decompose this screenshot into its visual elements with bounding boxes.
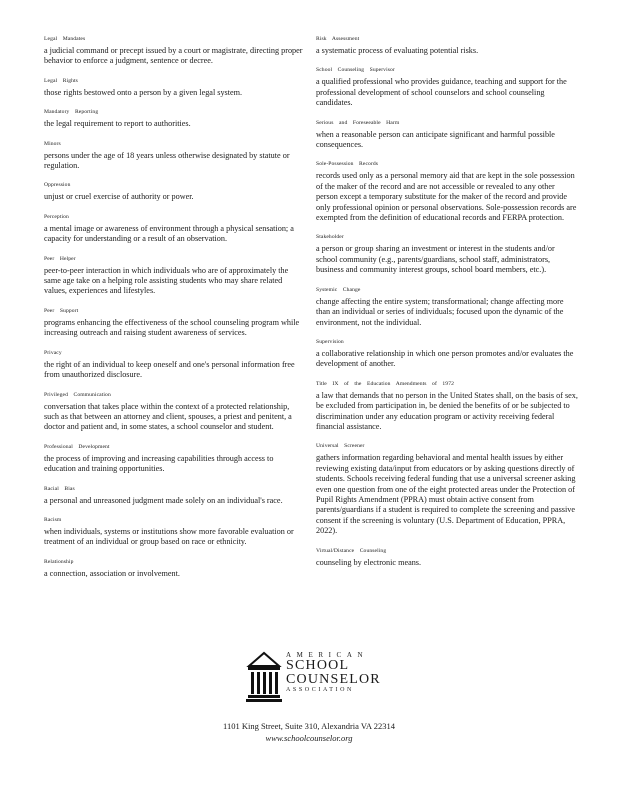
glossary-definition: gathers information regarding behavioral and mental health issues by either reviewing existing data/input from educators or by asking questions directly of students. Schools receiving federal funding that use a universal screener asking even one question from one of the eight protected areas under the Protection of Pupil Rights Amendment (PPRA) must obtain active consent from parents/guardians if a student is required to complete the screening and passive consent if the screening is voluntary (U.S. Department of Education, PPRA, 2022). <box>316 453 576 536</box>
glossary-entry <box>316 287 578 328</box>
glossary-definition: conversation that takes place within the context of a protected relationship, such as that between an attorney and client, spouses, a priest and penitent, a doctor and patient and, in some states, a school counselor and student. <box>44 401 292 432</box>
glossary-definition: persons under the age of 18 years unless otherwise designated by statute or regulation. <box>44 150 290 171</box>
glossary-term: Sole-Possession Records <box>316 161 379 168</box>
glossary-entry <box>44 392 304 433</box>
glossary-definition: a systematic process of evaluating potential risks. <box>316 46 479 55</box>
glossary-definition: a mental image or awareness of environment through a physical sensation; a capacity for understanding or a result of an observation. <box>44 223 294 244</box>
glossary-term: Risk Assessment <box>316 36 360 42</box>
glossary-term: Privileged Communication <box>44 391 111 398</box>
glossary-entry <box>44 308 304 339</box>
glossary-term: Title IX of the Education Amendments of 1972 <box>316 380 454 387</box>
glossary-definition: a connection, association or involvement. <box>44 568 180 578</box>
glossary-entry <box>44 182 304 202</box>
glossary-definition: a law that demands that no person in the United States shall, on the basis of sex, be excluded from participation in, be denied the benefits of or be subjected to discrimination under any education program or activity receiving federal financial assistance. <box>316 390 578 431</box>
glossary-entry <box>316 67 578 108</box>
logo-line-school: SCHOOL <box>286 658 350 673</box>
glossary-entry <box>44 256 304 297</box>
glossary-definition: the legal requirement to report to authorities. <box>44 119 191 129</box>
glossary-term: School Counseling Supervisor <box>316 67 395 74</box>
glossary-definition: change affecting the entire system; transformational; change affecting more than an individual or series of individuals; focused upon the dynamic of the environment, not the individual. <box>316 296 564 327</box>
glossary-entry <box>44 36 304 67</box>
asca-logo <box>246 650 386 706</box>
glossary-term: Professional Development <box>44 443 110 450</box>
glossary-term: Perception <box>44 213 69 220</box>
glossary-term: Legal Rights <box>44 77 78 84</box>
glossary-term: Relationship <box>44 558 74 565</box>
glossary-entry <box>316 339 578 370</box>
footer-address: 1101 King Street, Suite 310, Alexandria VA 22314 <box>223 721 395 731</box>
glossary-entry <box>44 141 304 172</box>
glossary-definition: when individuals, systems or institutions show more favorable evaluation or treatment of an individual or group based on race or ethnicity. <box>44 526 294 547</box>
glossary-definition: the process of improving and increasing capabilities through access to education and training opportunities. <box>44 453 274 474</box>
glossary-term: Virtual/Distance Counseling <box>316 547 387 554</box>
glossary-definition: counseling by electronic means. <box>316 557 422 567</box>
glossary-definition: when a reasonable person can anticipate significant and harmful possible consequences. <box>316 129 555 150</box>
glossary-left-column <box>44 36 304 590</box>
glossary-definition: a qualified professional who provides guidance, teaching and support for the professional development of school counselors and school counseling candidates. <box>316 77 567 108</box>
glossary-entry <box>44 109 304 129</box>
glossary-entry <box>44 517 304 548</box>
glossary-term: Mandatory Reporting <box>44 109 99 116</box>
glossary-entry <box>316 120 578 151</box>
glossary-entry <box>316 161 578 223</box>
glossary-term: Serious and Foreseeable Harm <box>316 119 400 126</box>
glossary-definition: those rights bestowed onto a person by a given legal system. <box>44 87 243 97</box>
logo-line-association: ASSOCIATION <box>286 687 354 693</box>
glossary-entry <box>316 548 578 568</box>
glossary-term: Universal Screener <box>316 443 365 450</box>
columns-logo-icon <box>246 650 282 704</box>
glossary-definition: unjust or cruel exercise of authority or power. <box>44 192 194 202</box>
glossary-definition: programs enhancing the effectiveness of the school counseling program while increasing outreach and raising student awareness of services. <box>44 317 300 338</box>
glossary-entry <box>44 486 304 506</box>
glossary-definition: records used only as a personal memory aid that are kept in the sole possession of the maker of the record and are not accessible or revealed to any other person except a temporary substitute for the maker of the record and provide only professional opinion or personal observations. Sole-possession records are exempted from the definition of educational records and FERPA protection. <box>316 171 577 223</box>
glossary-term: Legal Mandates <box>44 36 86 42</box>
glossary-definition: a person or group sharing an investment or interest in the students and/or school community (e.g., parents/guardians, school staff, administrators, business and community interest groups, school board members, etc.). <box>316 244 555 275</box>
glossary-definition: a judicial command or precept issued by a court or magistrate, directing proper behavior to enforce a judgment, sentence or decree. <box>44 46 303 66</box>
glossary-entry <box>44 350 304 381</box>
glossary-definition: peer-to-peer interaction in which individuals who are of approximately the same age take on a helping role assisting students who may share related values, experiences and lifestyles. <box>44 265 289 296</box>
glossary-entry <box>316 234 578 275</box>
logo-line-american: AMERICAN <box>286 651 369 659</box>
glossary-term: Peer Support <box>44 307 79 314</box>
glossary-term: Privacy <box>44 349 62 356</box>
glossary-right-column <box>316 36 578 579</box>
glossary-term: Racial Bias <box>44 485 75 492</box>
glossary-term: Supervision <box>316 338 344 345</box>
glossary-term: Peer Helper <box>44 255 76 262</box>
glossary-entry <box>44 559 304 579</box>
footer-website-link[interactable]: www.schoolcounselor.org <box>265 733 353 743</box>
glossary-term: Minors <box>44 140 61 147</box>
glossary-definition: a personal and unreasoned judgment made solely on an individual's race. <box>44 495 283 505</box>
glossary-definition: a collaborative relationship in which one person promotes and/or evaluates the development of another. <box>316 348 574 369</box>
logo-wordmark <box>286 652 381 693</box>
glossary-entry <box>44 214 304 245</box>
glossary-entry <box>44 444 304 475</box>
glossary-entry <box>44 78 304 98</box>
glossary-definition: the right of an individual to keep oneself and one's personal information free from unauthorized disclosure. <box>44 359 295 380</box>
glossary-entry <box>316 36 578 56</box>
glossary-entry <box>316 381 578 433</box>
glossary-term: Racism <box>44 516 62 523</box>
glossary-term: Stakeholder <box>316 234 344 241</box>
glossary-term: Oppression <box>44 182 71 189</box>
logo-line-counselor: COUNSELOR <box>286 672 381 687</box>
glossary-term: Systemic Change <box>316 286 361 293</box>
glossary-entry <box>316 443 578 536</box>
